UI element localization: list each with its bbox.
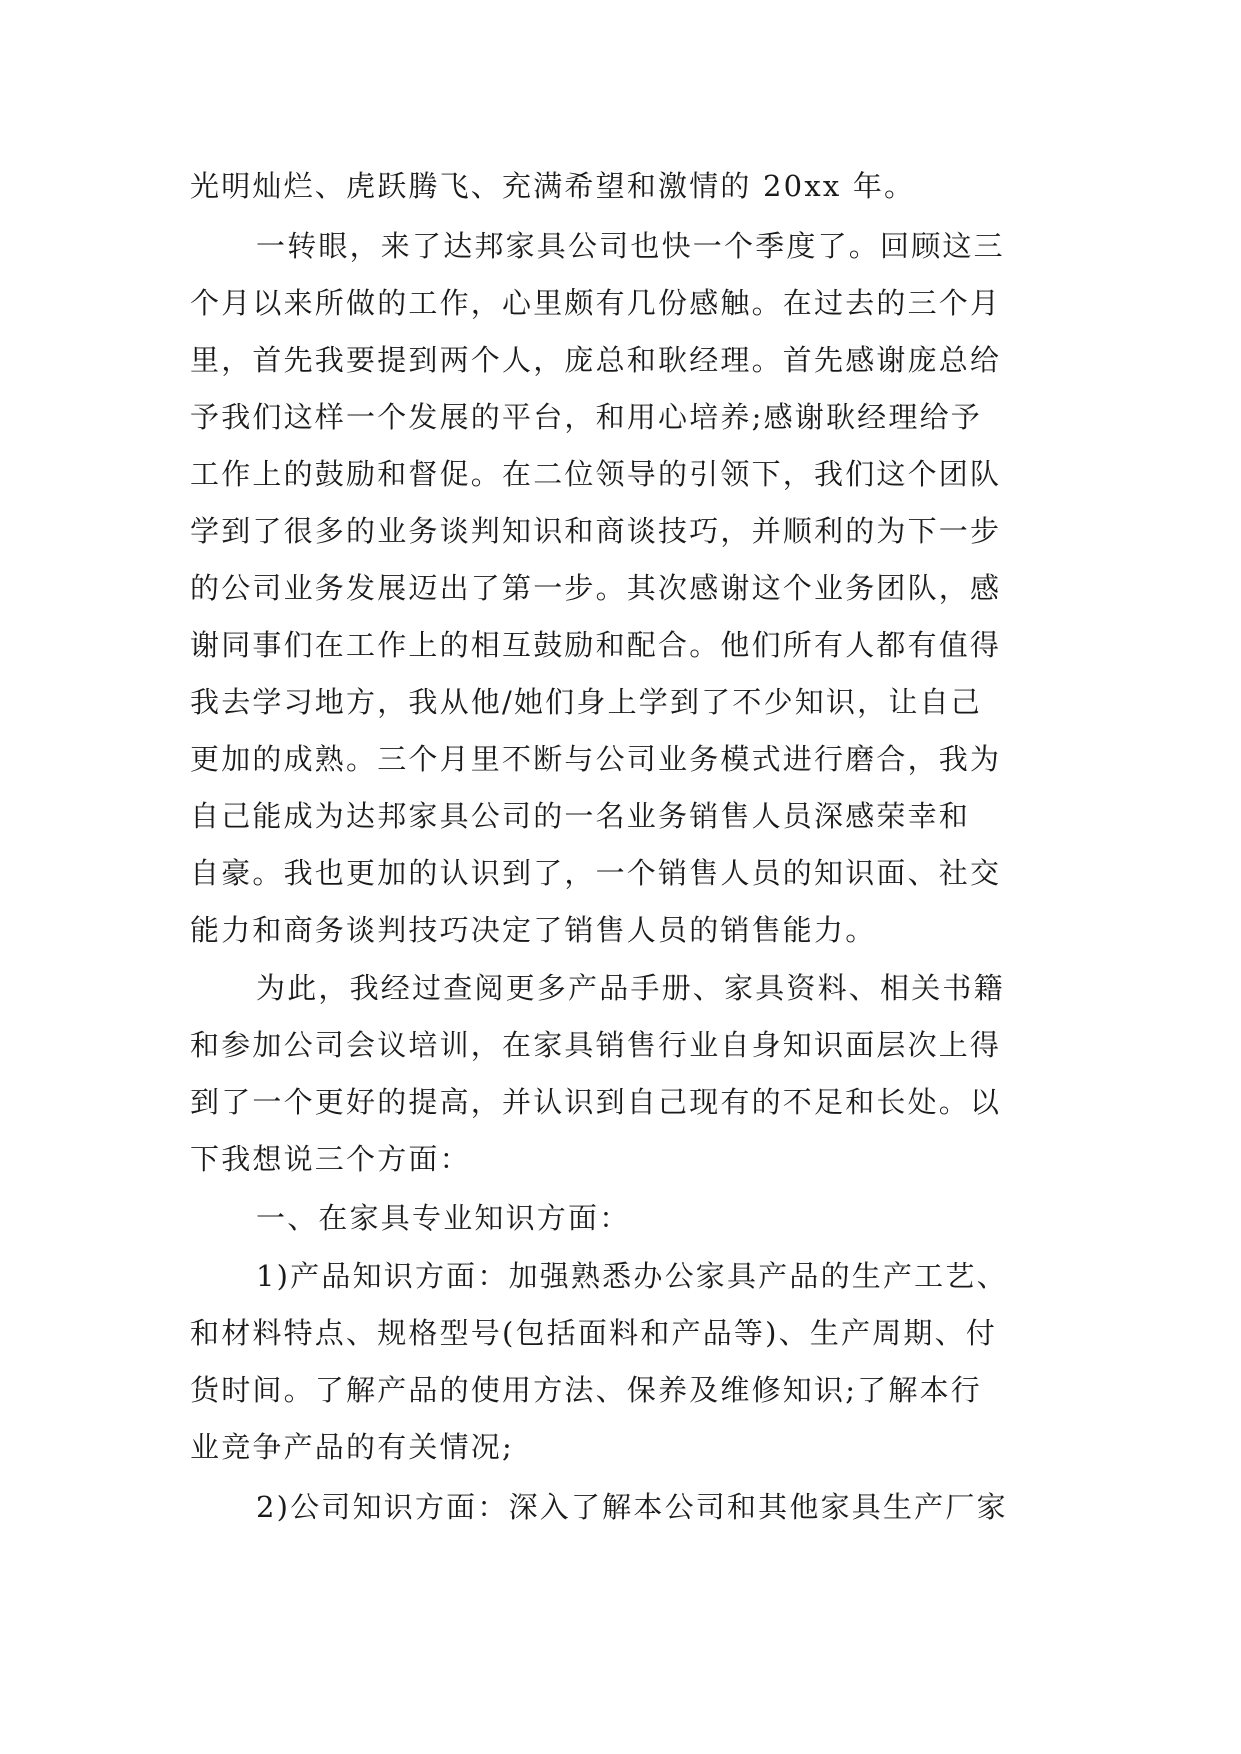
text-line: 光明灿烂、虎跃腾飞、充满希望和激情的 20xx 年。 [190, 169, 916, 203]
text-line: 我去学习地方，我从他/她们身上学到了不少知识，让自己 [190, 685, 982, 719]
text-line: 工作上的鼓励和督促。在二位领导的引领下，我们这个团队 [190, 457, 1002, 491]
text-line: 学到了很多的业务谈判知识和商谈技巧，并顺利的为下一步 [190, 514, 1002, 548]
text-line: 自己能成为达邦家具公司的一名业务销售人员深感荣幸和 [190, 799, 971, 833]
paragraph-start-line: 为此，我经过查阅更多产品手册、家具资料、相关书籍 [256, 971, 1005, 1005]
list-item-start-line: 2)公司知识方面：深入了解本公司和其他家具生产厂家 [256, 1490, 1008, 1524]
text-line: 能力和商务谈判技巧决定了销售人员的销售能力。 [190, 913, 877, 947]
list-item-start-line: 1)产品知识方面：加强熟悉办公家具产品的生产工艺、 [256, 1259, 1008, 1293]
text-line: 业竞争产品的有关情况; [190, 1430, 514, 1464]
text-line: 个月以来所做的工作，心里颇有几份感触。在过去的三个月 [190, 286, 1002, 320]
text-line: 更加的成熟。三个月里不断与公司业务模式进行磨合，我为 [190, 742, 1002, 776]
text-line: 到了一个更好的提高，并认识到自己现有的不足和长处。以 [190, 1085, 1002, 1119]
paragraph-start-line: 一转眼，来了达邦家具公司也快一个季度了。回顾这三 [256, 229, 1005, 263]
text-line: 谢同事们在工作上的相互鼓励和配合。他们所有人都有值得 [190, 628, 1002, 662]
text-line: 货时间。了解产品的使用方法、保养及维修知识;了解本行 [190, 1373, 982, 1407]
text-line: 和参加公司会议培训，在家具销售行业自身知识面层次上得 [190, 1028, 1002, 1062]
text-line: 的公司业务发展迈出了第一步。其次感谢这个业务团队，感 [190, 571, 1002, 605]
section-heading: 一、在家具专业知识方面： [256, 1201, 631, 1235]
text-line: 里，首先我要提到两个人，庞总和耿经理。首先感谢庞总给 [190, 343, 1002, 377]
text-line: 予我们这样一个发展的平台，和用心培养;感谢耿经理给予 [190, 400, 982, 434]
text-line: 和材料特点、规格型号(包括面料和产品等)、生产周期、付 [190, 1316, 998, 1350]
text-line: 自豪。我也更加的认识到了，一个销售人员的知识面、社交 [190, 856, 1002, 890]
text-line: 下我想说三个方面： [190, 1142, 471, 1176]
